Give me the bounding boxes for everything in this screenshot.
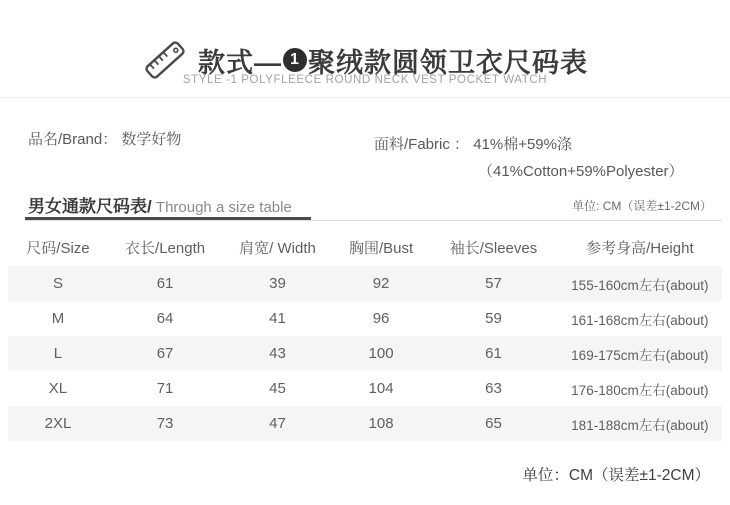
- cell-width: 45: [269, 380, 286, 397]
- cell-width: 43: [269, 345, 286, 362]
- table-row: [8, 336, 722, 371]
- table-row: [8, 266, 722, 301]
- cell-height: 155-160cm左右(about): [571, 277, 709, 293]
- cell-size: L: [53, 345, 63, 362]
- size-table: [8, 228, 722, 441]
- cell-bust: 92: [372, 275, 390, 292]
- table-row: [8, 371, 722, 406]
- cell-size: S: [52, 275, 63, 292]
- fabric-line: [374, 133, 572, 154]
- section-title-cn: 男女通款尺码表/: [28, 197, 152, 216]
- cell-sleeves: 61: [485, 345, 502, 362]
- header-height: 参考身高/Height: [586, 239, 694, 257]
- table-row: [8, 406, 722, 441]
- cell-bust: 96: [372, 310, 390, 327]
- cell-length: 71: [156, 380, 174, 397]
- cell-sleeves: 63: [485, 380, 502, 397]
- page-title-prefix: 款式—: [198, 47, 282, 78]
- header-length: 衣长/Length: [125, 239, 206, 257]
- page-title-suffix: 聚绒款圆领卫衣尺码表: [308, 47, 588, 78]
- page-subtitle: STYLE -1 POLYFLEECE ROUND NECK VEST POCKET WATCH: [182, 74, 548, 86]
- cell-size: M: [51, 310, 65, 327]
- fabric-value-en: （41%Cotton+59%Polyester）: [478, 163, 684, 180]
- section-underline-light: [25, 220, 722, 221]
- header-bust: 胸围/Bust: [348, 239, 414, 257]
- brand-line: [28, 128, 181, 149]
- cell-width: 39: [269, 275, 286, 292]
- table-row: [8, 301, 722, 336]
- header-sleeves: 袖长/Sleeves: [449, 239, 538, 257]
- unit-note-top: 单位: CM（误差±1-2CM）: [572, 199, 712, 213]
- cell-sleeves: 59: [485, 310, 502, 327]
- brand-value: 数学好物: [121, 131, 182, 148]
- cell-bust: 104: [368, 380, 394, 397]
- header-divider: [0, 97, 730, 98]
- table-header-row: [8, 228, 722, 266]
- cell-length: 67: [156, 345, 174, 362]
- cell-sleeves: 57: [485, 275, 502, 292]
- cell-width: 47: [269, 415, 286, 432]
- cell-length: 61: [156, 275, 174, 292]
- cell-width: 41: [269, 310, 286, 327]
- cell-size: XL: [48, 380, 68, 397]
- cell-height: 181-188cm左右(about): [571, 417, 709, 433]
- header-width: 肩宽/ Width: [239, 239, 316, 257]
- cell-length: 64: [156, 310, 174, 327]
- cell-bust: 108: [368, 415, 394, 432]
- cell-bust: 100: [368, 345, 394, 362]
- section-underline-dark: [25, 217, 311, 220]
- number-one-badge: 1: [283, 48, 307, 72]
- unit-note-bottom: 单位：CM（误差±1-2CM）: [522, 467, 710, 484]
- cell-height: 176-180cm左右(about): [571, 382, 709, 398]
- cell-height: 169-175cm左右(about): [571, 347, 709, 363]
- cell-length: 73: [156, 415, 174, 432]
- header-size: 尺码/Size: [26, 239, 90, 257]
- section-title-en: Through a size table: [151, 199, 292, 216]
- fabric-value: 41%棉+59%涤: [473, 136, 572, 153]
- cell-height: 161-168cm左右(about): [571, 312, 709, 328]
- cell-sleeves: 65: [485, 415, 502, 432]
- cell-size: 2XL: [44, 415, 72, 432]
- fabric-label: 面料/Fabric ：: [374, 136, 470, 153]
- brand-label: 品名/Brand：: [28, 131, 118, 148]
